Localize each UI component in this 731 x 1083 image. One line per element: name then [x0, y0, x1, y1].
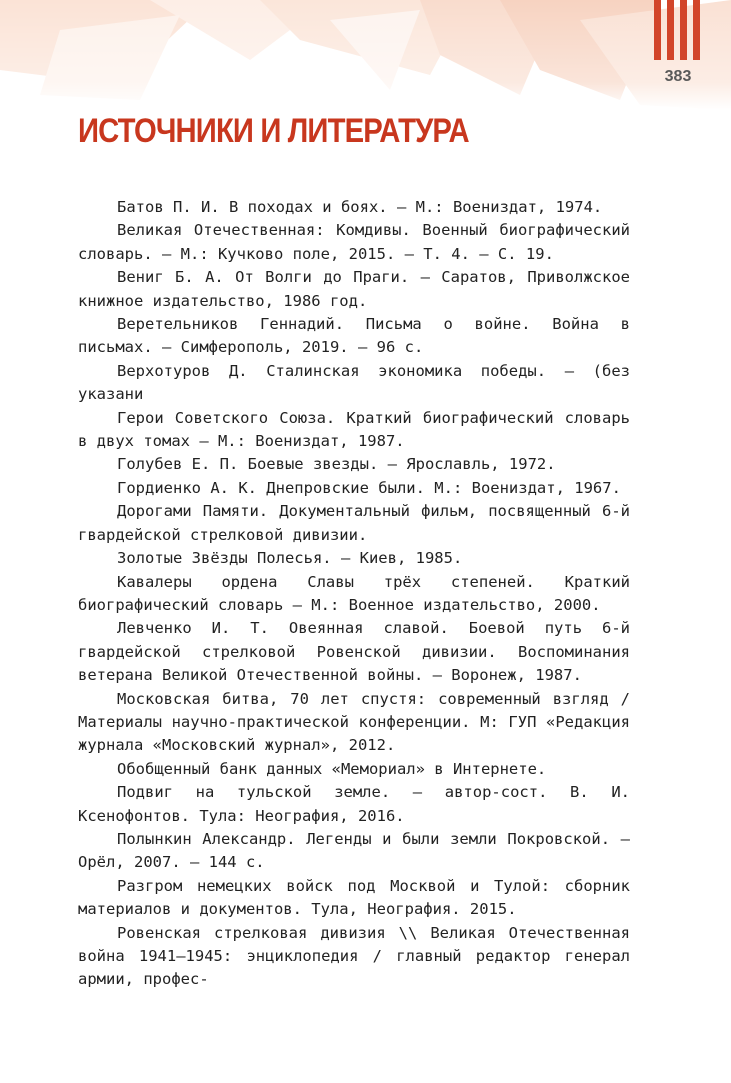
bibliography-entry: Голубев Е. П. Боевые звезды. — Ярославль, 1972. — [117, 455, 556, 474]
decorative-stripes — [654, 0, 700, 60]
bibliography-entry: Полынкин Александр. Легенды и были земли Покровской. — Орёл, 2007. — 144 с. — [78, 829, 630, 872]
decorative-header-background — [0, 0, 731, 110]
bibliography-entry: Великая Отечественная: Комдивы. Военный биографический словарь. — М.: Кучково поле, 2015. — Т. 4. — С. 19. — [78, 221, 630, 263]
bibliography-entry: Золотые Звёзды Полесья. — Киев, 1985. — [117, 549, 463, 568]
bibliography-entry: Разгром немецких войск под Москвой и Тулой: сборник материалов и документов. Тула, Неография. 2015. — [78, 876, 630, 919]
bibliography-entry: Герои Советского Союза. Краткий биографический словарь в двух томах — М.: Воениздат, 1987. — [78, 408, 630, 451]
bibliography-entry: Батов П. И. В походах и боях. — М.: Воениздат, 1974. — [117, 198, 603, 216]
page-number: 383 — [664, 68, 692, 85]
bibliography-entry: Подвиг на тульской земле. — автор-сост. В. И. Ксенофонтов. Тула: Неография, 2016. — [78, 783, 630, 825]
bibliography-list — [78, 196, 630, 992]
bibliography-entry: Кавалеры ордена Славы трёх степеней. Краткий биографический словарь — М.: Военное издательство, 2000. — [78, 572, 630, 614]
bibliography-entry: Дорогами Памяти. Документальный фильм, посвященный 6-й гвардейской стрелковой дивизии. — [78, 502, 630, 544]
bibliography-entry: Левченко И. Т. Овеянная славой. Боевой путь 6-й гвардейской стрелковой Ровенской дивизии. Воспоминания ветерана Великой Отечественной войны. — Воронеж, 1987. — [78, 619, 630, 685]
bibliography-entry: Московская битва, 70 лет спустя: современный взгляд / Материалы научно-практической конференции. М: ГУП «Редакция журнала «Московский журнал», 2012. — [78, 689, 630, 755]
bibliography-entry: Гордиенко А. К. Днепровские были. М.: Воениздат, 1967. — [117, 478, 621, 497]
page-title: ИСТОЧНИКИ И ЛИТЕРАТУРА — [78, 112, 469, 150]
bibliography-entry: Обобщенный банк данных «Мемориал» в Интернете. — [117, 759, 547, 778]
bibliography-entry: Ровенская стрелковая дивизия \\ Великая Отечественная война 1941–1945: энциклопедия / главный редактор генерал армии, профес- — [78, 923, 630, 989]
bibliography-entry: Веретельников Геннадий. Письма о войне. Война в письмах. — Симферополь, 2019. — 96 с. — [78, 315, 630, 357]
bibliography-entry: Верхотуров Д. Сталинская экономика победы. — (без указани — [78, 361, 630, 404]
bibliography-entry: Вениг Б. А. От Волги до Праги. — Саратов, Приволжское книжное издательство, 1986 год. — [78, 268, 630, 310]
